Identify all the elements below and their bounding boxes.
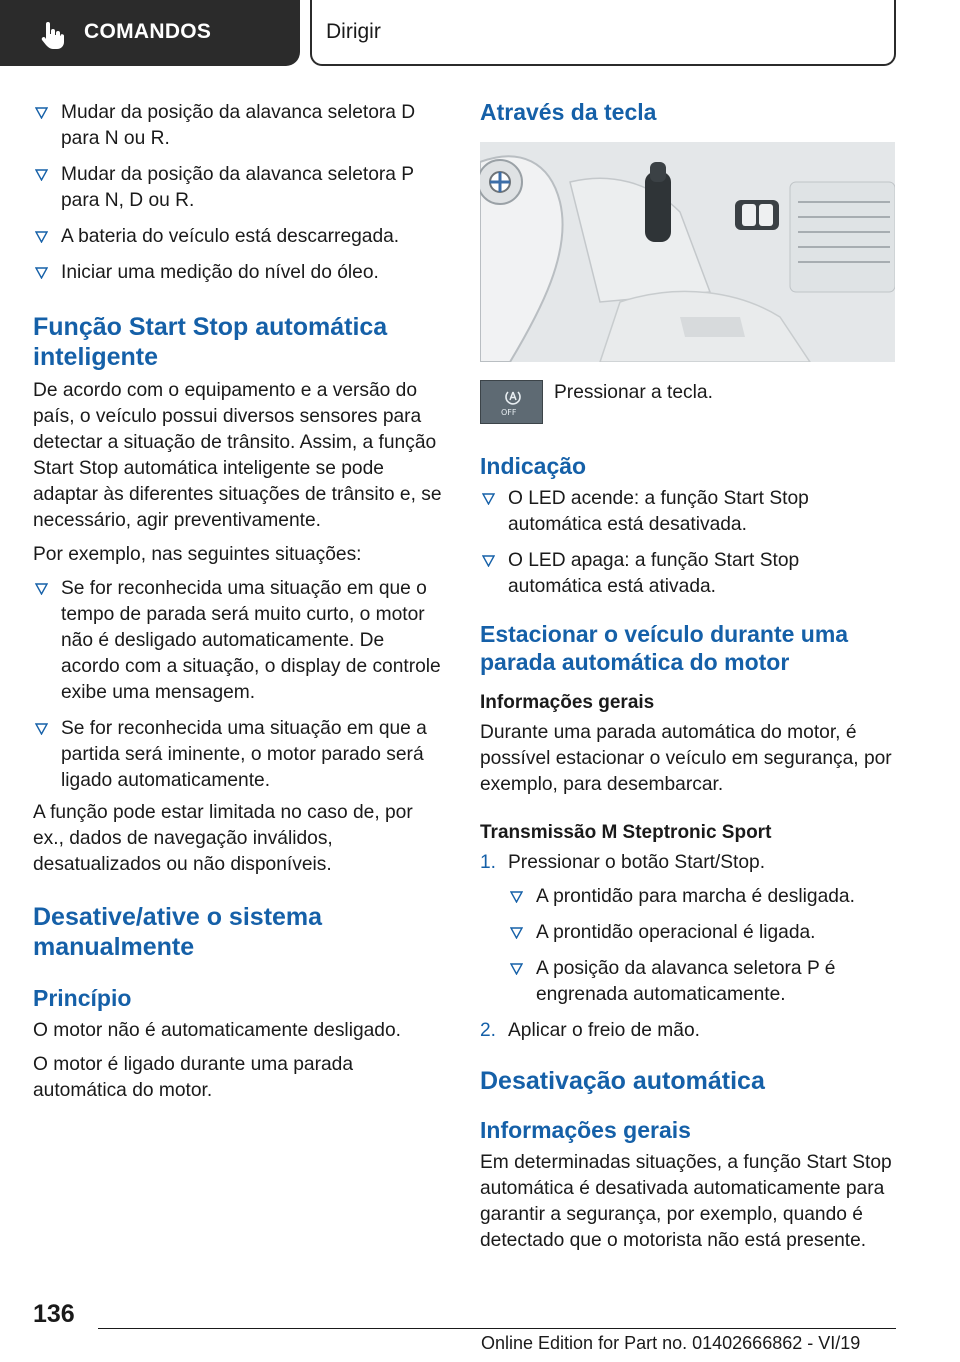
dashboard-photo [480,142,895,362]
triangle-bullet-icon [510,963,523,975]
heading-general-info: Informações gerais [480,1117,691,1143]
section-label: COMANDOS [84,20,212,43]
right-column [480,98,898,1262]
subheading-general-info: Informações gerais [480,692,655,713]
triangle-bullet-icon [35,169,48,181]
triangle-bullet-icon [510,891,523,903]
indication-list [480,486,898,600]
page-number: 136 [33,1300,75,1328]
list-item: Mudar da posição da alavanca seletora P para N, D ou R. [33,162,448,214]
steps-list [480,850,898,1044]
heading-indication: Indicação [480,453,587,479]
dashboard-illustration [480,142,895,362]
heading-auto-deactivation: Desativação automática [480,1067,765,1095]
heading-via-key: Através da tecla [480,99,657,125]
heading-principle: Princípio [33,985,132,1011]
heading-intelligent-start-stop: Função Start Stop automática inteligente [33,313,388,371]
paragraph: Em determinadas situações, a função Start Stop automática é desativada automaticamente para garantir a segurança, por exemplo, quando é detectado que o motorista não está presente. [480,1152,892,1251]
list-item: A prontidão para marcha é desligada. [508,884,898,910]
paragraph: O motor não é automaticamente desligado. [33,1020,401,1041]
list-item: A prontidão operacional é ligada. [508,920,898,946]
subheading-transmission: Transmissão M Steptronic Sport [480,822,772,843]
situation-list [33,576,448,794]
chapter-tab[interactable] [310,0,896,66]
heading-manual: Desative/ative o sistema manualmente [33,903,323,961]
paragraph: O motor é ligado durante uma parada automática do motor. [33,1054,353,1101]
sub-list [508,884,898,1008]
list-item: Se for reconhecida uma situação em que a partida será iminente, o motor parado será ligado automaticamente. [33,716,448,794]
list-item: O LED acende: a função Start Stop automática está desativada. [480,486,898,538]
heading-parking: Estacionar o veículo durante uma parada automática do motor [480,621,849,675]
chapter-label: Dirigir [326,20,381,43]
hand-pointer-icon [38,22,64,50]
edition-text: Online Edition for Part no. 01402666862 - VI/19 [481,1333,861,1353]
triangle-bullet-icon [510,927,523,939]
key-off-label: OFF [501,408,517,417]
paragraph: Por exemplo, nas seguintes situações: [33,544,362,565]
paragraph: Durante uma parada automática do motor, é possível estacionar o veículo em segurança, por exemplo, para desembarcar. [480,722,892,795]
triangle-bullet-icon [35,107,48,119]
list-item: Iniciar uma medição do nível do óleo. [33,260,448,286]
list-item: A posição da alavanca seletora P é engrenada automaticamente. [508,956,898,1008]
section-tab[interactable] [0,0,300,66]
left-column [33,100,448,1112]
triangle-bullet-icon [35,723,48,735]
triangle-bullet-icon [482,555,495,567]
start-stop-off-key[interactable] [480,380,543,424]
paragraph: De acordo com o equipamento e a versão do país, o veículo possui diversos sensores para detectar a situação de trânsito. Assim, a função Start Stop automática inteligente se pode adaptar às diferentes situações de trânsito e, se necessário, agir preventivamente. [33,380,442,531]
footer-divider [98,1328,896,1329]
page-header [0,0,960,66]
list-item: O LED apaga: a função Start Stop automática está ativada. [480,548,898,600]
list-item: 2. Aplicar o freio de mão. [480,1020,700,1041]
triangle-bullet-icon [35,231,48,243]
triangle-bullet-icon [35,267,48,279]
list-item: Se for reconhecida uma situação em que o tempo de parada será muito curto, o motor não é desligado automaticamente. De acordo com a situação, o display de controle exibe uma mensagem. [33,576,448,706]
list-item: A bateria do veículo está descarregada. [33,224,448,250]
paragraph: A função pode estar limitada no caso de, por ex., dados de navegação inválidos, desatualizados ou não disponíveis. [33,802,413,875]
triangle-bullet-icon [35,583,48,595]
list-item: 1. Pressionar o botão Start/Stop. A prontidão para marcha é desligada. A prontidão operacional é ligada. A posição da alavanca seletora P é engrenada automaticamente. [480,850,898,1008]
key-row [480,380,898,424]
list-item: Mudar da posição da alavanca seletora D para N ou R. [33,100,448,152]
auto-start-stop-icon [503,387,523,407]
key-caption: Pressionar a tecla. [554,382,713,403]
shift-conditions-list [33,100,448,286]
triangle-bullet-icon [482,493,495,505]
